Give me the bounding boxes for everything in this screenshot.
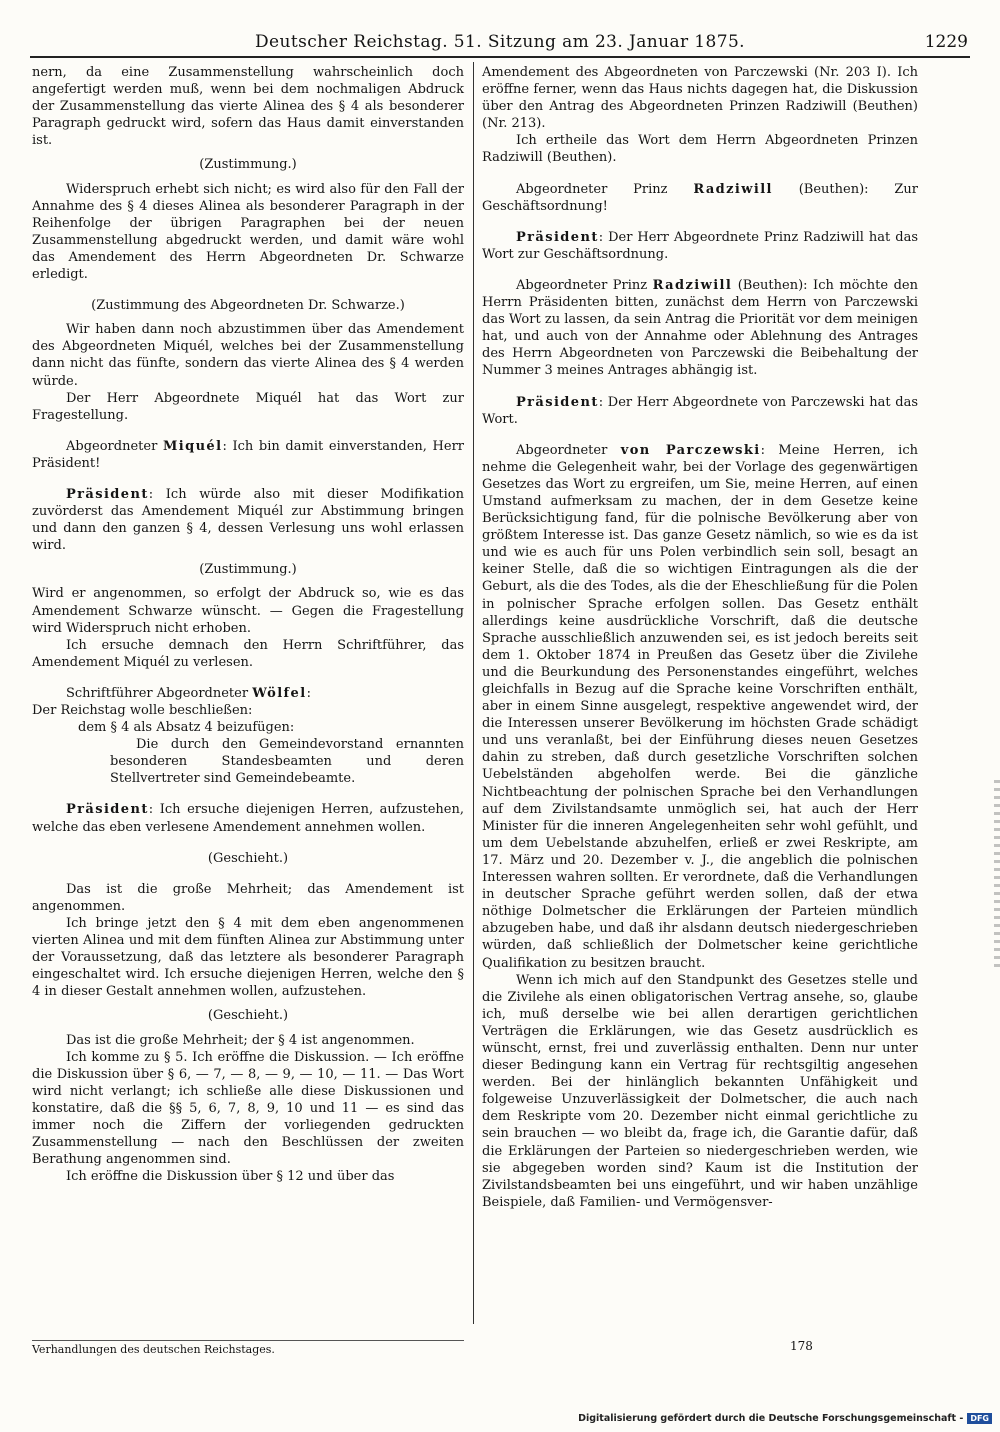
speech-text: : Ich ersuche diejenigen Herren, aufzustehen, welche das eben verlesene Amendement annehmen wollen. — [32, 802, 464, 835]
speaker-name: Präsident — [66, 486, 149, 502]
speech — [482, 442, 918, 972]
paragraph: Das ist die große Mehrheit; das Amendement ist angenommen. — [32, 881, 464, 914]
interjection: (Zustimmung des Abgeordneten Dr. Schwarze.) — [91, 298, 405, 314]
speech — [482, 394, 918, 428]
speech — [482, 277, 918, 380]
speaker-name: Radziwill — [693, 181, 773, 197]
dfg-logo: DFG — [967, 1413, 992, 1424]
speech-text: : Ich bin damit einverstanden, Herr Präsident! — [32, 438, 465, 471]
speaker-name: von Parczewski — [620, 442, 761, 458]
paragraph: Ich komme zu § 5. Ich eröffne die Diskussion. — Ich eröffne die Diskussion über § 6, — 7, — 8, — 9, — 10, — 11. — Das Wort wird nicht verlangt; ich schließe alle diese Diskussionen und konstatire, daß die §§ 5, 6, 7, 8, 9, 10 und 11 — es sind das immer noch die Ziffern der vorliegenden gedruckten Zusammenstellung — nach den Beschlüssen der zweiten Berathung angenommen sind. — [32, 1049, 464, 1168]
speech-text: : Ich würde also mit dieser Modifikation zuvörderst das Amendement Miquél zur Abstimmung bringen und dann den ganzen § 4, dessen Verlesung uns wohl erlassen wird. — [32, 486, 464, 554]
paragraph: Ich ersuche demnach den Herrn Schriftführer, das Amendement Miquél zu verlesen. — [32, 637, 464, 670]
speech-text: : Der Herr Abgeordnete Prinz Radziwill hat das Wort zur Geschäftsordnung. — [482, 229, 918, 262]
paragraph: Das ist die große Mehrheit; der § 4 ist angenommen. — [66, 1032, 415, 1048]
paragraph: Wird er angenommen, so erfolgt der Abdruck so, wie es das Amendement Schwarze wünscht. — Gegen die Fragestellung wird Widerspruch nicht erhoben. — [32, 586, 464, 636]
column-divider — [473, 62, 474, 1324]
speaker-intro: Schriftführer Abgeordneter — [66, 685, 253, 701]
speaker-name: Wölfel — [252, 685, 307, 701]
paragraph: Wir haben dann noch abzustimmen über das Amendement des Abgeordneten Miquél, welches bei der Zusammenstellung dann nicht das fünfte, sondern das vierte Alinea des § 4 werden würde. — [32, 322, 464, 389]
digitization-credit — [578, 1413, 992, 1424]
speaker-name: Präsident — [66, 802, 149, 818]
paragraph: Widerspruch erhebt sich nicht; es wird also für den Fall der Annahme des § 4 dieses Alinea als besonderer Paragraph in der Reihenfolge der übrigen Paragraphen bei der neuen Zusammenstellung abgedruckt werden, und damit wäre wohl das Amendement des Herrn Abgeordneten Dr. Schwarze erledigt. — [32, 181, 464, 283]
speaker-intro: Abgeordneter — [516, 442, 621, 458]
speaker-intro: Abgeordneter Prinz — [516, 181, 694, 197]
paragraph: Ich eröffne die Diskussion über § 12 und über das — [66, 1169, 395, 1185]
speech-text: (Beuthen): Zur Geschäftsordnung! — [482, 181, 918, 214]
left-column — [32, 64, 464, 1185]
page-header — [30, 30, 970, 58]
paragraph: Ich ertheile das Wort dem Herrn Abgeordneten Prinzen Radziwill (Beuthen). — [482, 133, 918, 166]
speech — [32, 438, 464, 472]
motion-line: dem § 4 als Absatz 4 beizufügen: — [78, 720, 295, 736]
scan-edge-mark — [994, 780, 1000, 970]
speech — [482, 181, 918, 215]
speaker-name: Präsident — [516, 229, 599, 245]
paragraph: Wenn ich mich auf den Standpunkt des Gesetzes stelle und die Zivilehe als einen obligatorischen Vertrag ansehe, so, glaube ich, muß derselbe wie bei allen derartigen gerichtlichen Verträgen die Erklärungen, wie das Gesetz ausdrücklich es wünscht, ernst, frei und zuverlässig enthalten. Denn nur unter dieser Bedingung kann ein Vertrag für rechtsgiltig angesehen werden. Bei der hinlänglich bekannten Unfähigkeit und folgeweise Unzuverlässigkeit der Dolmetscher, die auch nach dem Reskripte vom 20. Dezember nicht einmal gerichtliche zu sein brauchen — wo bleibt da, frage ich, die Garantie dafür, daß die Erklärungen der Parteien so niedergeschrieben werden, wie sie abgegeben worden sind? Kaum ist die Institution der Zivilstandsbeamten bei uns eingeführt, und wir haben unzählige Beispiele, daß Familien- und Vermögensver- — [482, 972, 918, 1210]
interjection: (Geschieht.) — [207, 1008, 289, 1024]
credit-text: Digitalisierung gefördert durch die Deutsche Forschungsgemeinschaft - — [578, 1413, 964, 1424]
motion-line: Der Reichstag wolle beschließen: — [32, 703, 253, 718]
interjection: (Geschieht.) — [207, 850, 289, 866]
paragraph: nern, da eine Zusammenstellung wahrscheinlich doch angefertigt werden muß, wenn bei dem nochmaligen Abdruck der Zusammenstellung das vierte Alinea des § 4 als besonderer Paragraph gedruckt wird, sofern das Haus damit einverstanden ist. — [32, 65, 464, 149]
paragraph: Ich bringe jetzt den § 4 mit dem eben angenommenen vierten Alinea und mit dem fünften Alinea zur Abstimmung unter der Voraussetzung, daß das letztere als besonderer Paragraph eingeschaltet wird. Ich ersuche diejenigen Herren, welche den § 4 in dieser Gestalt annehmen wollen, aufzustehen. — [32, 915, 464, 1000]
speech-text: (Beuthen): Ich möchte den Herrn Präsidenten bitten, zunächst dem Herrn von Parczewski das Wort zu lassen, da sein Antrag die Priorität vor dem meinigen hat, und auch von der Annahme oder Ablehnung des Antrages des Herrn Abgeordneten von Parczewski die Beibehaltung der Nummer 3 meines Antrages abhängig ist. — [482, 277, 918, 379]
paragraph: Der Herr Abgeordnete Miquél hat das Wort zur Fragestellung. — [32, 390, 464, 423]
footer-publication: Verhandlungen des deutschen Reichstages. — [32, 1340, 464, 1356]
speech — [482, 229, 918, 263]
sheet-signature: 178 — [790, 1339, 813, 1353]
page-number: 1229 — [924, 32, 968, 52]
speaker-name: Präsident — [516, 394, 599, 410]
right-column — [482, 64, 918, 1211]
speaker-intro: Abgeordneter Prinz — [516, 277, 653, 293]
speech-text: : — [306, 685, 311, 701]
speaker-name: Radziwill — [652, 277, 733, 293]
speech-text: : Der Herr Abgeordnete von Parczewski hat das Wort. — [482, 394, 918, 427]
speech — [32, 486, 464, 554]
speech-text: : Meine Herren, ich nehme die Gelegenheit wahr, bei der Vorlage des gegenwärtigen Gesetzes das Wort zu ergreifen, um Sie, meine Herren, auf einen Umstand aufmerksam zu machen, der in dem Gesetze keine Berücksichtigung fand, für die polnische Bevölkerung aber von größtem Interesse ist. Das ganze Gesetz nämlich, so wie es da ist und wie es auch für uns Polen verbindlich sein soll, besagt an keiner Stelle, daß die so wichtigen Eintragungen als die der Geburt, als die des Todes, als die der Eheschließung für die Polen in polnischer Sprache erfolgen sollen. Das Gesetz enthält allerdings keine ausdrückliche Vorschrift, daß die deutsche Sprache ausschließlich anzuwenden sei, es ist jedoch bereits seit dem 1. Oktober 1874 in Preußen das Gesetz über die Zivilehe und die Beurkundung des Personenstandes eingeführt, welches gleichfalls in Bezug auf die Sprache keine Vorschriften enthält, aber in einem Sinne ausgelegt, respektive angewendet wird, der die Interessen unserer Bevölkerung im höchsten Grade schädigt und uns veranlaßt, bei der Einführung dieses neuen Gesetzes dahin zu streben, daß durch gesetzliche Vorschriften solchen Uebelständen abgeholfen werde. Bei die gänzliche Nichtbeachtung der polnischen Sprache bei den Verhandlungen auf dem Zivilstandsamte unmöglich sei, hat auch der Herr Minister für die inneren Angelegenheiten sehr wohl gefühlt, und um dem Uebelstande abzuhelfen, erließ er zwei Reskripte, am 17. März und 20. Dezember v. J., die angeblich die polnischen Interessen wahren sollten. Er verordnete, daß die Verhandlungen in deutscher Sprache geführt werden sollen, daß der etwa nöthige Dolmetscher die Erklärungen der Parteien mündlich abzugeben habe, und daß ihr alsdann deutsch niedergeschrieben würden, daß schließlich der Dolmetscher keine gerichtliche Qualifikation zu besitzen braucht. — [482, 442, 918, 971]
paragraph: Amendement des Abgeordneten von Parczewski (Nr. 203 I). Ich eröffne ferner, wenn das Haus nichts dagegen hat, die Diskussion über den Antrag des Abgeordneten Prinzen Radziwill (Beuthen) (Nr. 213). — [482, 65, 918, 132]
interjection: (Zustimmung.) — [199, 157, 297, 173]
speech — [32, 801, 464, 835]
running-title: Deutscher Reichstag. 51. Sitzung am 23. Januar 1875. — [255, 32, 745, 52]
motion-text: Die durch den Gemeindevorstand ernannten besonderen Standesbeamten und deren Stellvertreter sind Gemeindebeamte. — [110, 737, 464, 787]
interjection: (Zustimmung.) — [199, 562, 297, 578]
speech — [32, 685, 464, 702]
speaker-intro: Abgeordneter — [66, 438, 163, 454]
speaker-name: Miquél — [162, 438, 223, 454]
